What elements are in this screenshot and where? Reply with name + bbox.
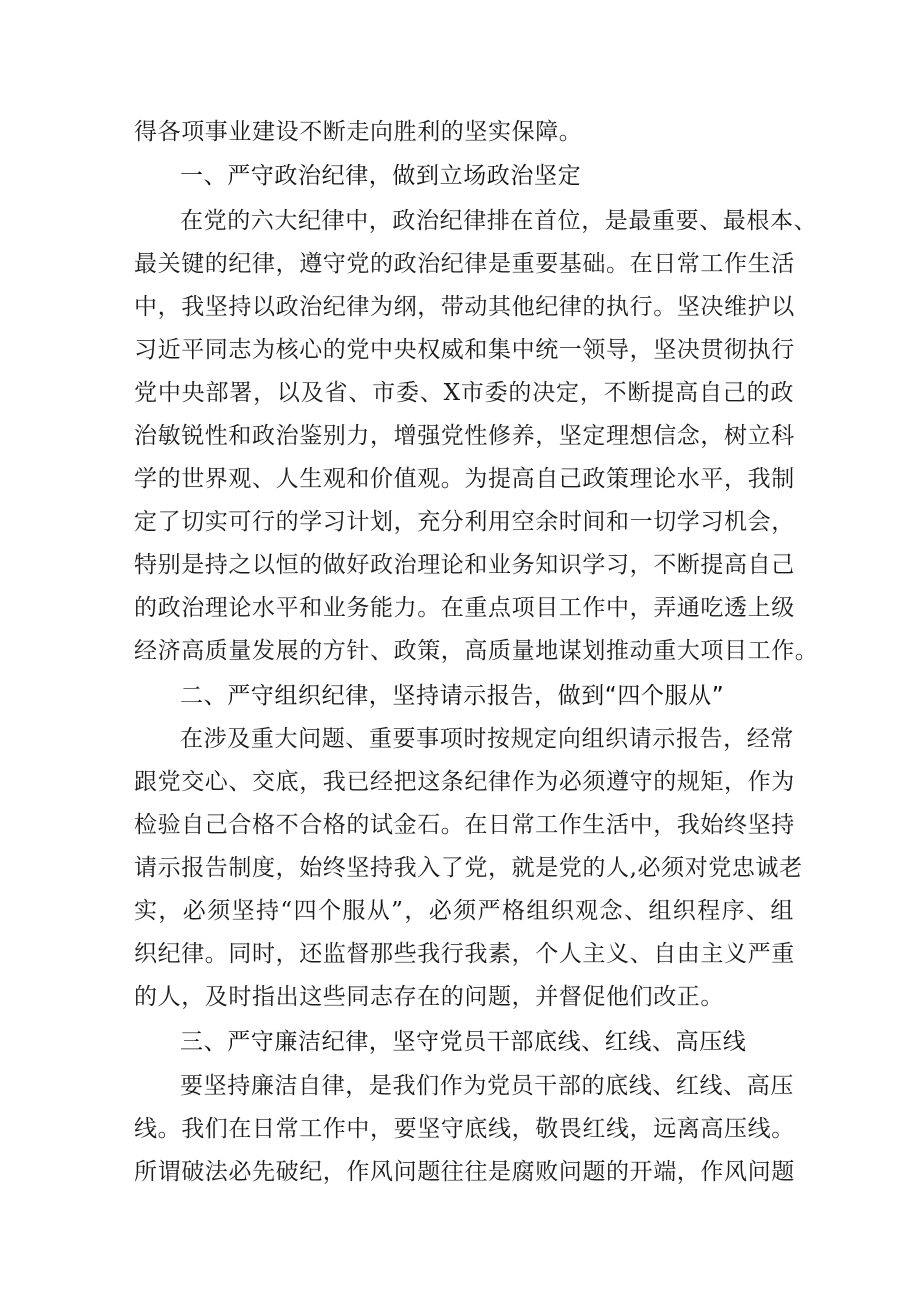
- paragraph-line: 在涉及重大问题、重要事项时按规定向组织请示报告，经常: [180, 726, 794, 752]
- paragraph-line: 织纪律。同时，还监督那些我行我素，个人主义、自由主义严重: [134, 941, 795, 967]
- section-heading-1: 一、严守政治纪律，做到立场政治坚定: [180, 163, 582, 189]
- paragraph-line: 跟党交心、交底，我已经把这条纪律作为必须遵守的规矩，作为: [134, 769, 795, 795]
- section-heading-2: 二、严守组织纪律，坚持请示报告，做到“四个服从”: [180, 683, 725, 709]
- paragraph-line: 实，必须坚持“四个服从”，必须严格组织观念、组织程序、组: [134, 898, 794, 924]
- paragraph-line: 习近平同志为核心的党中央权威和集中统一领导，坚决贯彻执行: [134, 337, 795, 363]
- paragraph-line: 特别是持之以恒的做好政治理论和业务知识学习，不断提高自己: [134, 552, 795, 578]
- paragraph-line: 要坚持廉洁自律，是我们作为党员干部的底线、红线、高压: [180, 1073, 794, 1099]
- paragraph-line: 请示报告制度，始终坚持我入了党，就是党的人,必须对党忠诚老: [134, 855, 803, 881]
- paragraph-line: 党中央部署，以及省、市委、X市委的决定，不断提高自己的政: [134, 380, 794, 406]
- paragraph-line: 所谓破法必先破纪，作风问题往往是腐败问题的开端，作风问题: [134, 1159, 795, 1185]
- paragraph-line: 最关键的纪律，遵守党的政治纪律是重要基础。在日常工作生活: [134, 251, 795, 277]
- paragraph-line: 的政治理论水平和业务能力。在重点项目工作中，弄通吃透上级: [134, 595, 795, 621]
- paragraph-line: 中，我坚持以政治纪律为纲，带动其他纪律的执行。坚决维护以: [134, 294, 795, 320]
- paragraph-line: 定了切实可行的学习计划，充分利用空余时间和一切学习机会，: [134, 509, 795, 535]
- paragraph-line: 学的世界观、人生观和价值观。为提高自己政策理论水平，我制: [134, 466, 795, 492]
- paragraph-line: 治敏锐性和政治鉴别力，增强党性修养，坚定理想信念，树立科: [134, 423, 795, 449]
- paragraph-line: 在党的六大纪律中，政治纪律排在首位，是最重要、最根本、: [180, 208, 818, 234]
- paragraph-line: 的人，及时指出这些同志存在的问题，并督促他们改正。: [134, 984, 724, 1010]
- paragraph-line: 检验自己合格不合格的试金石。在日常工作生活中，我始终坚持: [134, 812, 795, 838]
- paragraph-line: 经济高质量发展的方针、政策，高质量地谋划推动重大项目工作。: [134, 638, 819, 664]
- paragraph-line: 线。我们在日常工作中，要坚守底线，敬畏红线，远离高压线。: [134, 1116, 795, 1142]
- paragraph-line: 得各项事业建设不断走向胜利的坚实保障。: [134, 119, 583, 145]
- section-heading-3: 三、严守廉洁纪律，坚守党员干部底线、红线、高压线: [180, 1029, 747, 1055]
